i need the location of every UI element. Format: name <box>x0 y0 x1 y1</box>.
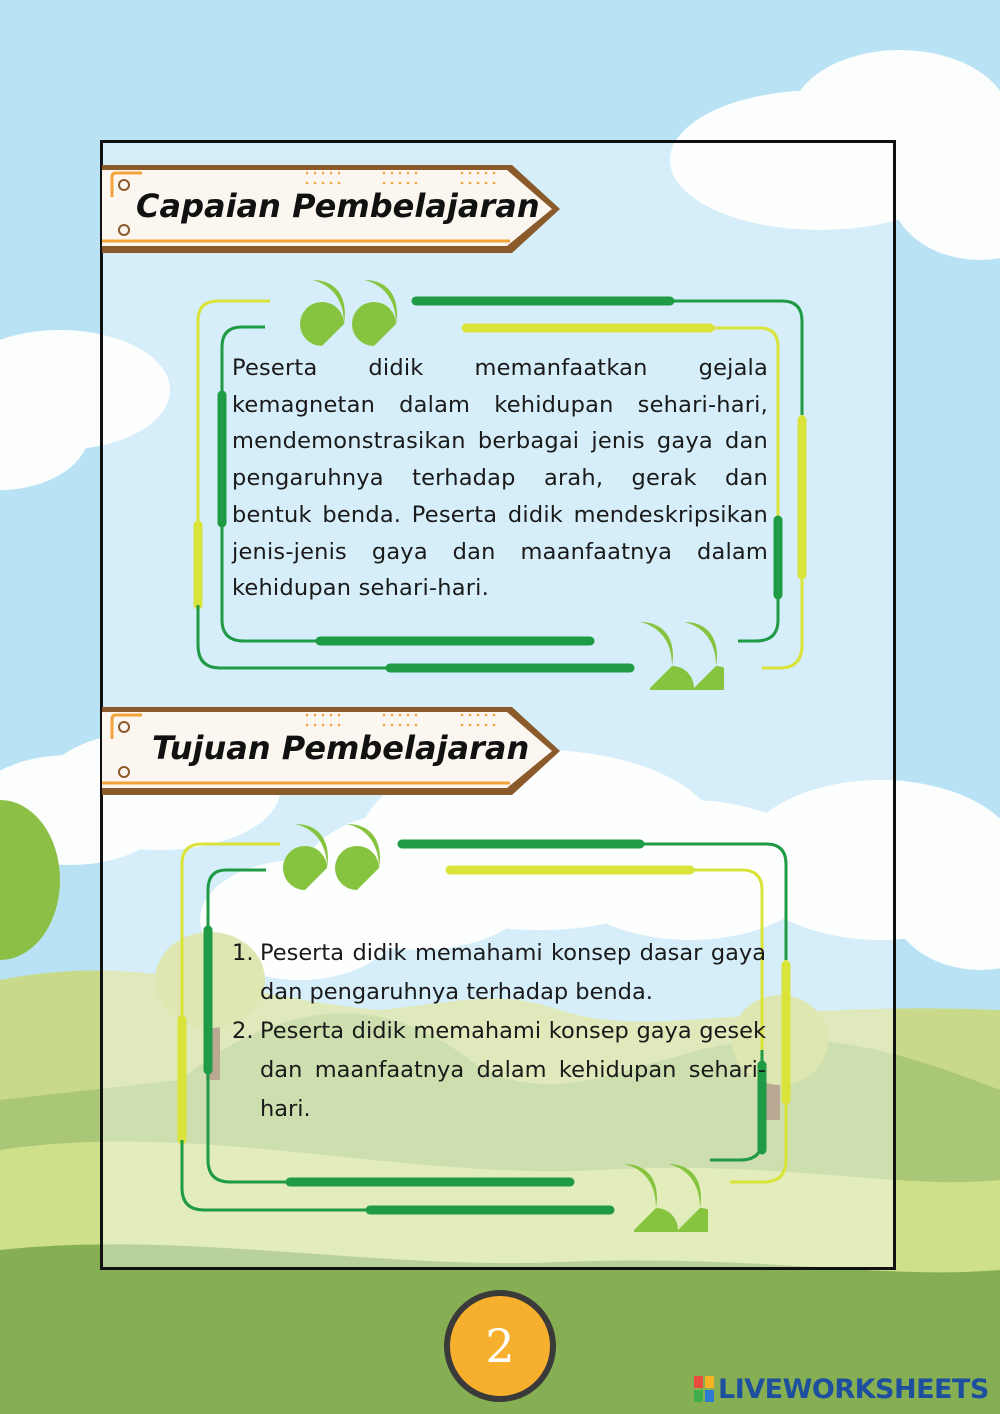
tujuan-item-2 <box>232 1012 766 1129</box>
list-item-text: Peserta didik memahami konsep dasar gaya dan pengaruhnya terhadap benda. <box>260 940 766 1005</box>
open-quote-icon <box>300 278 400 348</box>
brand-name: LIVEWORKSHEETS <box>718 1373 989 1405</box>
liveworksheets-brand[interactable] <box>694 1372 989 1406</box>
tujuan-title: Tujuan Pembelajaran <box>152 729 530 767</box>
close-quote-icon <box>608 1162 708 1232</box>
liveworksheets-logo-icon <box>694 1376 714 1402</box>
capaian-text: Peserta didik memanfaatkan gejala kemagnetan dalam kehidupan sehari-hari, mendemonstrasikan berbagai jenis gaya dan pengaruhnya terhadap arah, gerak dan bentuk benda. Peserta didik mendeskripsikan jenis-jenis gaya dan maanfaatnya dalam kehidupan sehari-hari. <box>232 355 768 602</box>
page-number: 2 <box>444 1290 556 1402</box>
list-item-text: Peserta didik memahami konsep gaya gesek dan maanfaatnya dalam kehidupan sehari-hari. <box>260 1018 766 1122</box>
capaian-title: Capaian Pembelajaran <box>136 187 540 225</box>
tujuan-list <box>232 934 766 1129</box>
tujuan-banner <box>102 705 562 799</box>
list-number: 2. <box>232 1018 254 1044</box>
open-quote-icon <box>283 822 383 892</box>
tujuan-item-1 <box>232 934 766 1012</box>
list-number: 1. <box>232 940 254 966</box>
capaian-banner <box>102 163 562 257</box>
close-quote-icon <box>624 620 724 690</box>
